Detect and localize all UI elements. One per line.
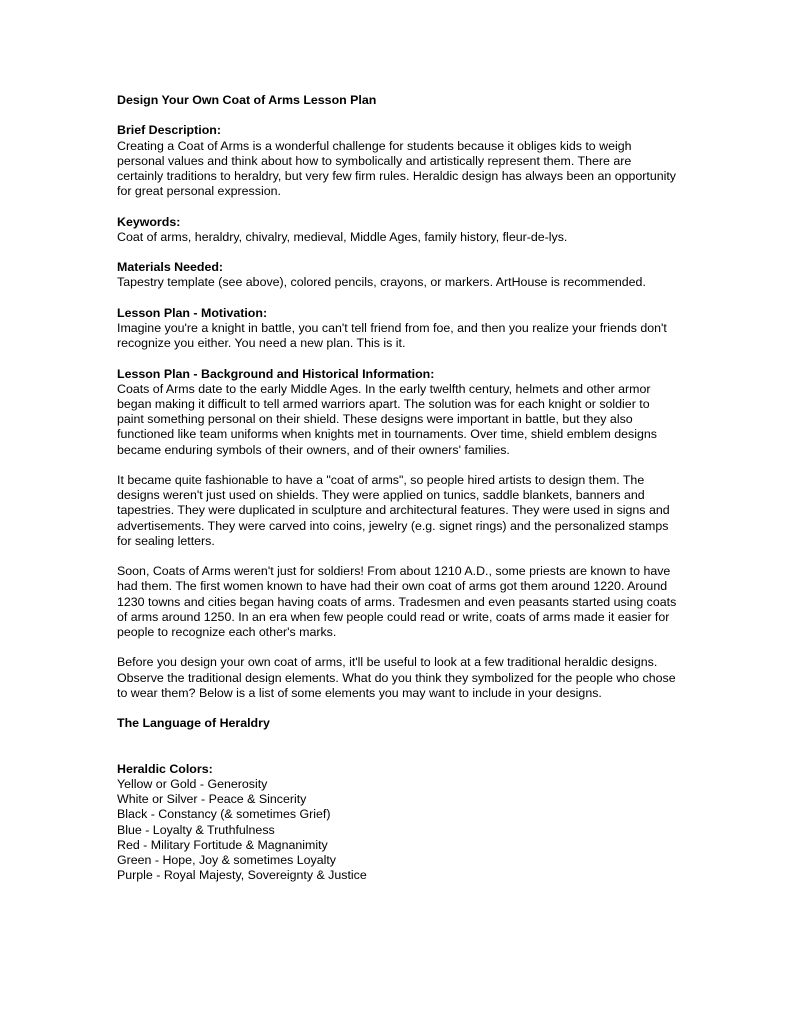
list-item: White or Silver - Peace & Sincerity [117, 792, 307, 807]
list-item: Black - Constancy (& sometimes Grief) [117, 807, 331, 822]
document-title: Design Your Own Coat of Arms Lesson Plan [117, 93, 377, 107]
brief-description-heading: Brief Description: [117, 123, 221, 138]
motivation-text: Imagine you're a knight in battle, you can't tell friend from foe, and then you realize your friends don't recognize you either. You need a new plan. This is it. [117, 320, 667, 351]
list-item: Green - Hope, Joy & sometimes Loyalty [117, 853, 336, 867]
background-heading: Lesson Plan - Background and Historical Information: [117, 366, 435, 381]
heraldic-colors-section [117, 762, 677, 884]
keywords-heading: Keywords: [117, 214, 181, 229]
materials-text: Tapestry template (see above), colored pencils, crayons, or markers. ArtHouse is recommended. [117, 275, 646, 290]
brief-description-text: Creating a Coat of Arms is a wonderful challenge for students because it obliges kids to weigh personal values and think about how to symbolically and artistically represent them. There are certainly traditions to heraldry, but very few firm rules. Heraldic design has always been an opportunity for great personal expression. [117, 138, 676, 199]
materials-section [117, 260, 677, 290]
motivation-section [117, 306, 677, 352]
list-item: Red - Military Fortitude & Magnanimity [117, 837, 328, 852]
keywords-text: Coat of arms, heraldry, chivalry, medieval, Middle Ages, family history, fleur-de-lys. [117, 229, 568, 244]
list-item: Yellow or Gold - Generosity [117, 776, 268, 791]
heraldic-colors-heading: Heraldic Colors: [117, 761, 213, 776]
document-page [117, 93, 677, 899]
motivation-heading: Lesson Plan - Motivation: [117, 305, 268, 320]
list-item: Blue - Loyalty & Truthfulness [117, 822, 275, 837]
language-of-heraldry-title: The Language of Heraldry [117, 716, 270, 731]
background-section [117, 367, 677, 701]
background-paragraph-2: It became quite fashionable to have a "coat of arms", so people hired artists to design them. The designs weren't just used on shields. They were applied on tunics, saddle blankets, banners and tapestries. They were duplicated in sculpture and architectural features. They were used in signs and advertisements. They were carved into coins, jewelry (e.g. signet rings) and the personalized stamps for sealing letters. [117, 472, 670, 548]
keywords-section [117, 215, 677, 245]
background-paragraph-3: Soon, Coats of Arms weren't just for soldiers! From about 1210 A.D., some priests are known to have had them. The first women known to have had their own coat of arms got them around 1220. Around 1230 towns and cities began having coats of arms. Tradesmen and even peasants started using coats of arms around 1250. In an era when few people could read or write, coats of arms made it easier for people to recognize each other's marks. [117, 564, 677, 639]
list-item: Purple - Royal Majesty, Sovereignty & Justice [117, 868, 367, 883]
background-paragraph-1: Coats of Arms date to the early Middle Ages. In the early twelfth century, helmets and other armor began making it difficult to tell armed warriors apart. The solution was for each knight or soldier to paint something personal on their shield. These designs were important in battle, but they also functioned like team uniforms when knights met in tournaments. Over time, shield emblem designs became enduring symbols of their owners, and of their owners' families. [117, 381, 657, 457]
materials-heading: Materials Needed: [117, 260, 224, 275]
heraldic-colors-list [117, 777, 677, 883]
brief-description-section [117, 123, 677, 199]
background-paragraph-4: Before you design your own coat of arms, it'll be useful to look at a few traditional heraldic designs. Observe the traditional design elements. What do you think they symbolized for the people who chose to wear them? Below is a list of some elements you may want to include in your designs. [117, 655, 676, 700]
